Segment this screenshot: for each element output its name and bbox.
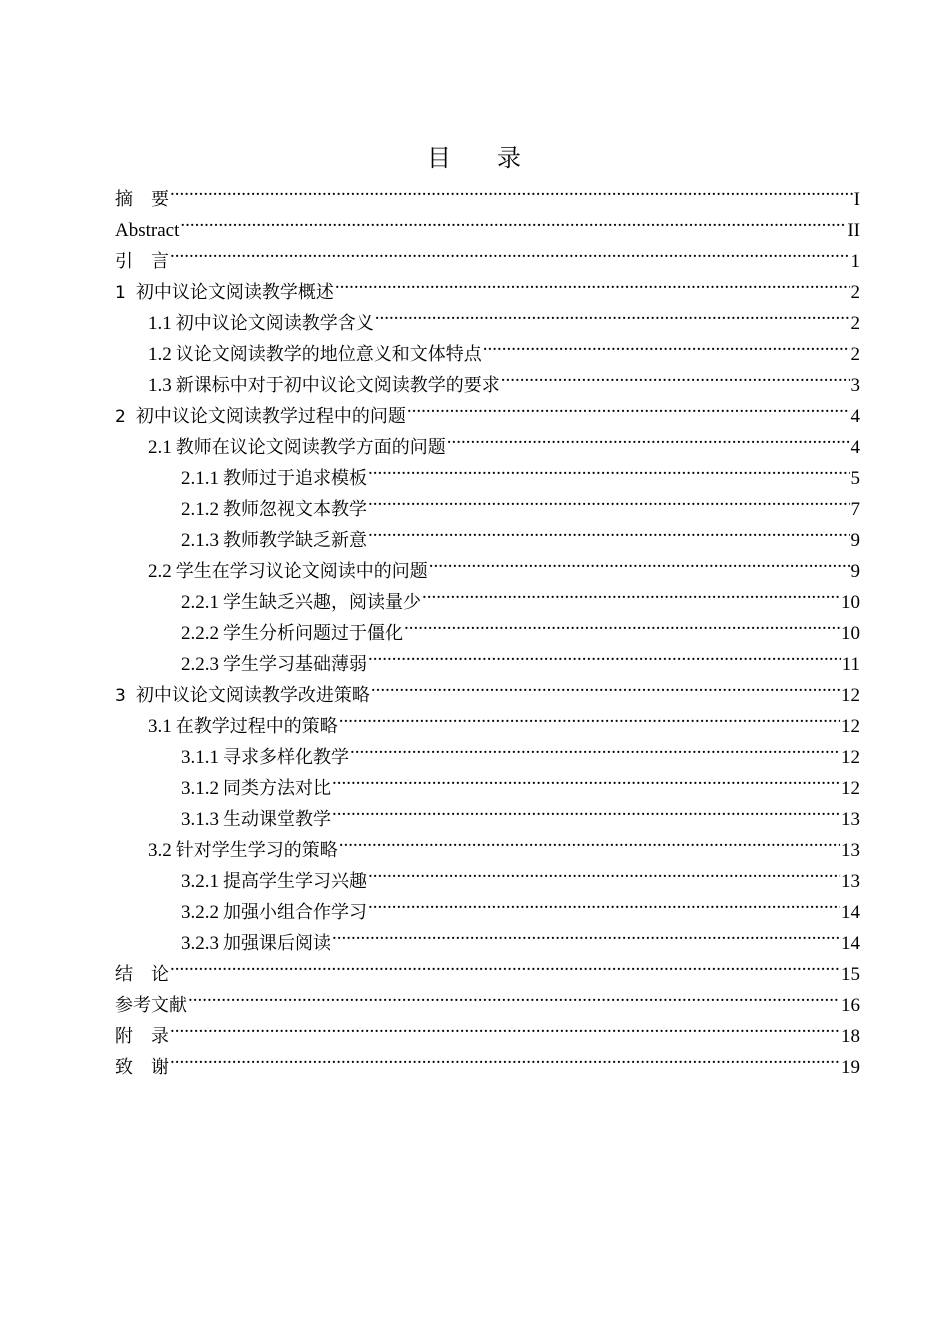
- toc-entry-label: [181, 804, 331, 835]
- toc-dot-leader: [483, 329, 850, 360]
- toc-entry-number: 3.1: [148, 716, 172, 737]
- toc-page-number: 11: [841, 654, 860, 675]
- toc-entry-label: [115, 277, 334, 309]
- toc-entry-label: [181, 494, 367, 525]
- toc-entry-text: 参考文献: [115, 995, 187, 1016]
- toc-entry-label: [115, 184, 169, 215]
- toc-entry-text: 学生缺乏兴趣，阅读量少: [223, 592, 421, 613]
- toc-dot-leader: [335, 267, 850, 298]
- toc-entry-text: 教师教学缺乏新意: [223, 530, 367, 551]
- toc-entry-text: 寻求多样化教学: [223, 747, 349, 768]
- toc-entry-label: [148, 308, 374, 339]
- toc-entry[interactable]: [115, 236, 860, 272]
- toc-entry-text: 学生在学习议论文阅读中的问题: [175, 561, 428, 582]
- toc-page-number: 1: [850, 251, 860, 272]
- toc-page-number: 12: [841, 778, 860, 799]
- toc-dot-leader: [422, 577, 840, 608]
- toc-dot-leader: [375, 298, 850, 329]
- toc-dot-leader: [170, 174, 853, 205]
- toc-entry-number: 2.2.2: [181, 623, 219, 644]
- toc-entry-label: [115, 1021, 169, 1052]
- toc-dot-leader: [350, 732, 840, 763]
- toc-entry-number: 2.1.1: [181, 468, 219, 489]
- toc-entry-text: 针对学生学习的策略: [175, 840, 338, 861]
- toc-entry-label: [115, 246, 169, 277]
- toc-entry-text: 同类方法对比: [223, 778, 331, 799]
- toc-entry-label: [115, 401, 406, 433]
- toc-entry-label: [148, 711, 338, 742]
- toc-dot-leader: [368, 639, 841, 670]
- toc-entry-number: 3.2.3: [181, 933, 219, 954]
- toc-dot-leader: [332, 763, 840, 794]
- toc-entry-label: [181, 649, 367, 680]
- toc-dot-leader: [368, 515, 850, 546]
- toc-dot-leader: [368, 484, 850, 515]
- toc-page-number: 12: [841, 685, 860, 706]
- toc-entry-text: 提高学生学习兴趣: [223, 871, 367, 892]
- toc-page-number: 18: [841, 1026, 860, 1047]
- toc-entry-text: 在教学过程中的策略: [175, 716, 338, 737]
- toc-entry-number: 3.1.2: [181, 778, 219, 799]
- toc-dot-leader: [501, 360, 850, 391]
- toc-entry-text: 学生学习基础薄弱: [223, 654, 367, 675]
- toc-title-part1: 目: [427, 144, 453, 172]
- toc-entry-text: 教师在议论文阅读教学方面的问题: [175, 437, 446, 458]
- toc-dot-leader: [447, 422, 850, 453]
- toc-entry-text: 初中议论文阅读教学改进策略: [135, 685, 370, 706]
- toc-title: [0, 142, 950, 174]
- toc-dot-leader: [170, 1011, 840, 1042]
- toc-entry-label: [181, 587, 421, 618]
- toc-page-number: 10: [841, 592, 860, 613]
- toc-page-number: 19: [841, 1057, 860, 1078]
- toc-entry-label: [181, 742, 349, 773]
- toc-entry[interactable]: [115, 1042, 860, 1078]
- toc-dot-leader: [368, 887, 840, 918]
- toc-page-number: 13: [841, 809, 860, 830]
- toc-list: [115, 174, 860, 1078]
- toc-title-part2: 录: [497, 144, 523, 172]
- toc-entry[interactable]: [115, 267, 860, 303]
- toc-page-number: 2: [850, 313, 860, 334]
- toc-entry-text: 加强课后阅读: [223, 933, 331, 954]
- toc-dot-leader: [407, 391, 850, 422]
- toc-dot-leader: [339, 825, 840, 856]
- toc-entry-number: 3: [115, 686, 126, 706]
- toc-dot-leader: [170, 949, 840, 980]
- toc-entry-number: 1: [115, 283, 126, 303]
- toc-dot-leader: [332, 794, 840, 825]
- toc-page-number: 15: [841, 964, 860, 985]
- toc-page-number: 7: [850, 499, 860, 520]
- toc-page-number: 14: [841, 933, 860, 954]
- toc-page-number: 16: [841, 995, 860, 1016]
- toc-entry-number: 2.2.3: [181, 654, 219, 675]
- toc-entry-number: 2.2.1: [181, 592, 219, 613]
- toc-entry[interactable]: [115, 949, 860, 985]
- toc-entry-number: 3.2.1: [181, 871, 219, 892]
- toc-page-number: 13: [841, 871, 860, 892]
- toc-page-number: 2: [850, 282, 860, 303]
- toc-entry-number: 2: [115, 407, 126, 427]
- toc-entry-number: 2.1.3: [181, 530, 219, 551]
- toc-entry-text: 引 言: [115, 251, 169, 272]
- toc-entry-text: 致 谢: [115, 1057, 169, 1078]
- toc-dot-leader: [170, 236, 850, 267]
- toc-page-number: 9: [850, 530, 860, 551]
- toc-entry-number: 2.1: [148, 437, 172, 458]
- toc-entry-number: 3.2.2: [181, 902, 219, 923]
- toc-entry-label: [148, 835, 338, 866]
- toc-entry-text: 学生分析问题过于僵化: [223, 623, 403, 644]
- toc-dot-leader: [368, 856, 840, 887]
- toc-entry-text: 附 录: [115, 1026, 169, 1047]
- toc-page-number: 12: [841, 716, 860, 737]
- toc-entry-number: 2.2: [148, 561, 172, 582]
- toc-dot-leader: [371, 670, 840, 701]
- toc-entry-text: 摘 要: [115, 189, 169, 210]
- toc-entry-text: 教师过于追求模板: [223, 468, 367, 489]
- toc-page-number: II: [847, 220, 860, 241]
- toc-dot-leader: [339, 701, 840, 732]
- toc-page-number: 14: [841, 902, 860, 923]
- toc-entry-number: 1.1: [148, 313, 172, 334]
- toc-entry-text: 初中议论文阅读教学过程中的问题: [135, 406, 406, 427]
- toc-entry-text: Abstract: [115, 220, 180, 241]
- toc-entry-text: 初中议论文阅读教学含义: [175, 313, 374, 334]
- toc-page-number: 4: [850, 437, 860, 458]
- toc-page-number: 5: [850, 468, 860, 489]
- toc-entry[interactable]: [115, 1011, 860, 1047]
- toc-entry-label: [181, 463, 367, 494]
- toc-page-number: 3: [850, 375, 860, 396]
- toc-dot-leader: [188, 980, 840, 1011]
- toc-entry-text: 初中议论文阅读教学概述: [135, 282, 334, 303]
- toc-dot-leader: [180, 205, 846, 236]
- toc-dot-leader: [404, 608, 840, 639]
- toc-dot-leader: [368, 453, 850, 484]
- toc-page-number: 13: [841, 840, 860, 861]
- toc-dot-leader: [170, 1042, 840, 1073]
- toc-entry-label: [115, 680, 370, 712]
- toc-entry-number: 3.2: [148, 840, 172, 861]
- toc-entry-text: 结 论: [115, 964, 169, 985]
- toc-entry-label: [181, 525, 367, 556]
- toc-entry[interactable]: [115, 980, 860, 1016]
- toc-entry-label: [181, 866, 367, 897]
- toc-entry-number: 3.1.1: [181, 747, 219, 768]
- toc-page-number: 2: [850, 344, 860, 365]
- toc-entry-text: 教师忽视文本教学: [223, 499, 367, 520]
- toc-entry-number: 2.1.2: [181, 499, 219, 520]
- toc-entry-label: [115, 959, 169, 990]
- toc-entry-label: [148, 556, 428, 587]
- toc-dot-leader: [332, 918, 840, 949]
- toc-page-number: 10: [841, 623, 860, 644]
- toc-page-number: 12: [841, 747, 860, 768]
- toc-page-number: 4: [850, 406, 860, 427]
- toc-entry-label: [181, 773, 331, 804]
- toc-entry[interactable]: [115, 205, 860, 241]
- toc-entry-number: 3.1.3: [181, 809, 219, 830]
- toc-entry-number: 1.3: [148, 375, 172, 396]
- toc-dot-leader: [429, 546, 850, 577]
- toc-page-number: I: [853, 189, 860, 210]
- toc-page-number: 9: [850, 561, 860, 582]
- toc-entry-number: 1.2: [148, 344, 172, 365]
- toc-entry-text: 新课标中对于初中议论文阅读教学的要求: [175, 375, 500, 396]
- toc-entry[interactable]: [115, 174, 860, 210]
- toc-entry-label: [115, 1052, 169, 1083]
- toc-entry-text: 生动课堂教学: [223, 809, 331, 830]
- toc-entry-label: [148, 339, 482, 370]
- toc-entry-text: 加强小组合作学习: [223, 902, 367, 923]
- toc-entry-text: 议论文阅读教学的地位意义和文体特点: [175, 344, 482, 365]
